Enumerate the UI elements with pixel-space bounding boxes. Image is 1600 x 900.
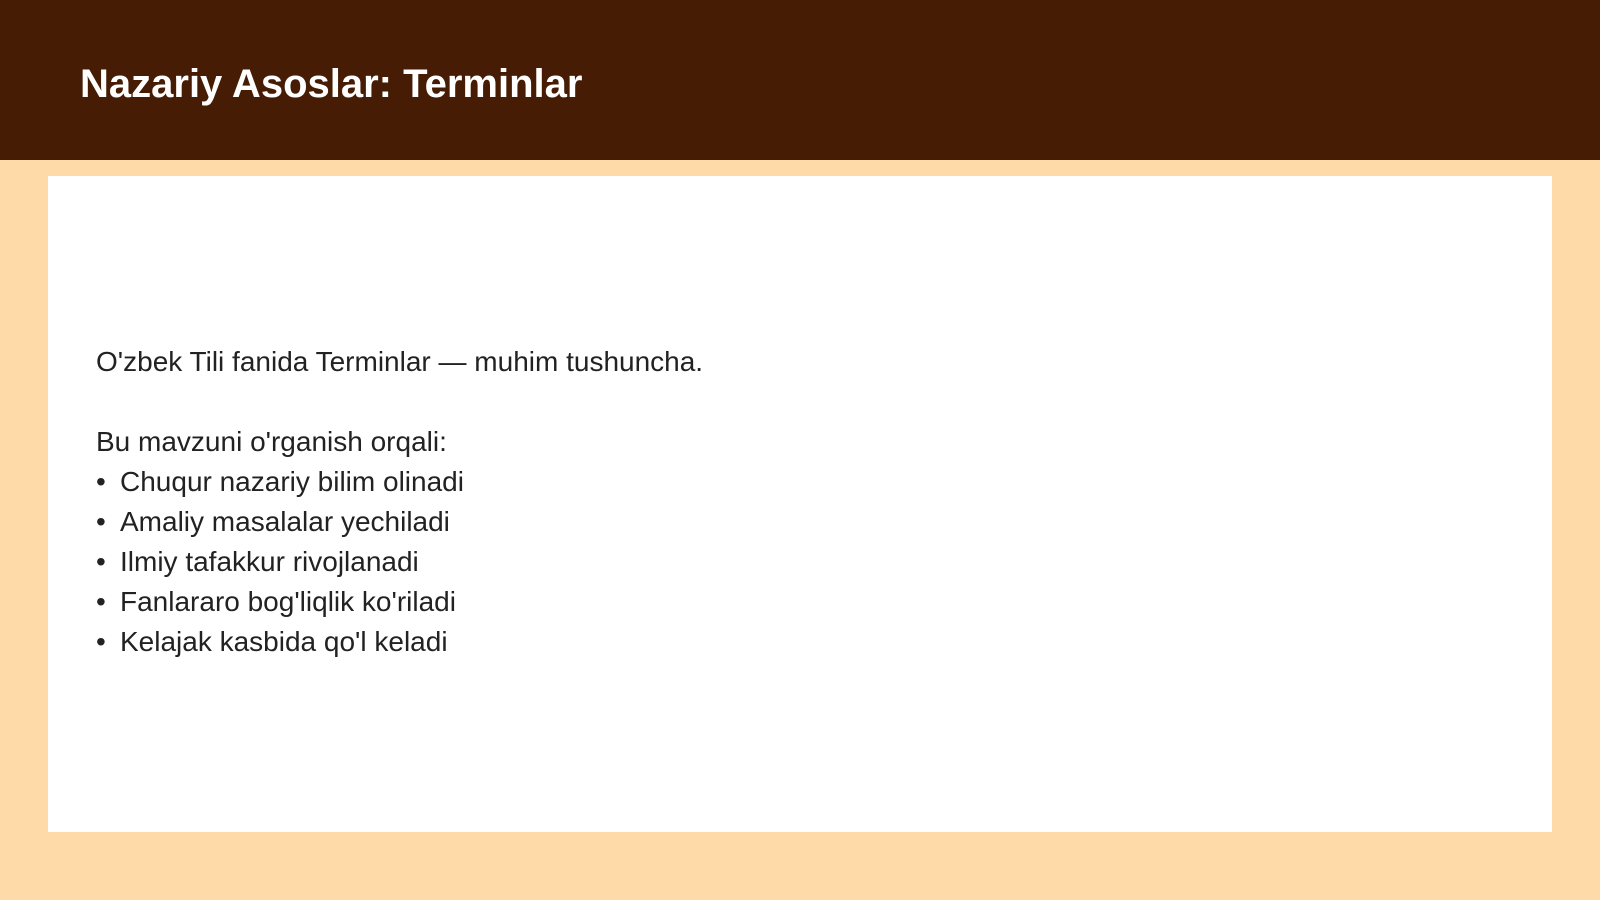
intro-text: O'zbek Tili fanida Terminlar — muhim tushuncha. xyxy=(96,346,704,377)
bullet-list xyxy=(96,462,703,662)
list-item-text: Ilmiy tafakkur rivojlanadi xyxy=(120,546,419,577)
list-item xyxy=(96,622,703,662)
paragraph-spacer xyxy=(96,382,703,422)
bullet-dot-icon: • xyxy=(96,546,106,577)
bullet-dot-icon: • xyxy=(96,626,106,657)
body-text xyxy=(96,342,703,662)
bullet-dot-icon: • xyxy=(96,586,106,617)
list-item xyxy=(96,582,703,622)
list-item-text: Fanlararo bog'liqlik ko'riladi xyxy=(120,586,456,617)
bullet-dot-icon: • xyxy=(96,506,106,537)
list-item xyxy=(96,462,703,502)
bullet-dot-icon: • xyxy=(96,466,106,497)
lead-text: Bu mavzuni o'rganish orqali: xyxy=(96,426,447,457)
content-box xyxy=(48,176,1552,832)
list-item xyxy=(96,542,703,582)
list-item-text: Amaliy masalalar yechiladi xyxy=(120,506,450,537)
list-item-text: Kelajak kasbida qo'l keladi xyxy=(120,626,448,657)
title-bar xyxy=(0,0,1600,160)
slide-title: Nazariy Asoslar: Terminlar xyxy=(80,62,583,106)
list-item-text: Chuqur nazariy bilim olinadi xyxy=(120,466,464,497)
list-item xyxy=(96,502,703,542)
